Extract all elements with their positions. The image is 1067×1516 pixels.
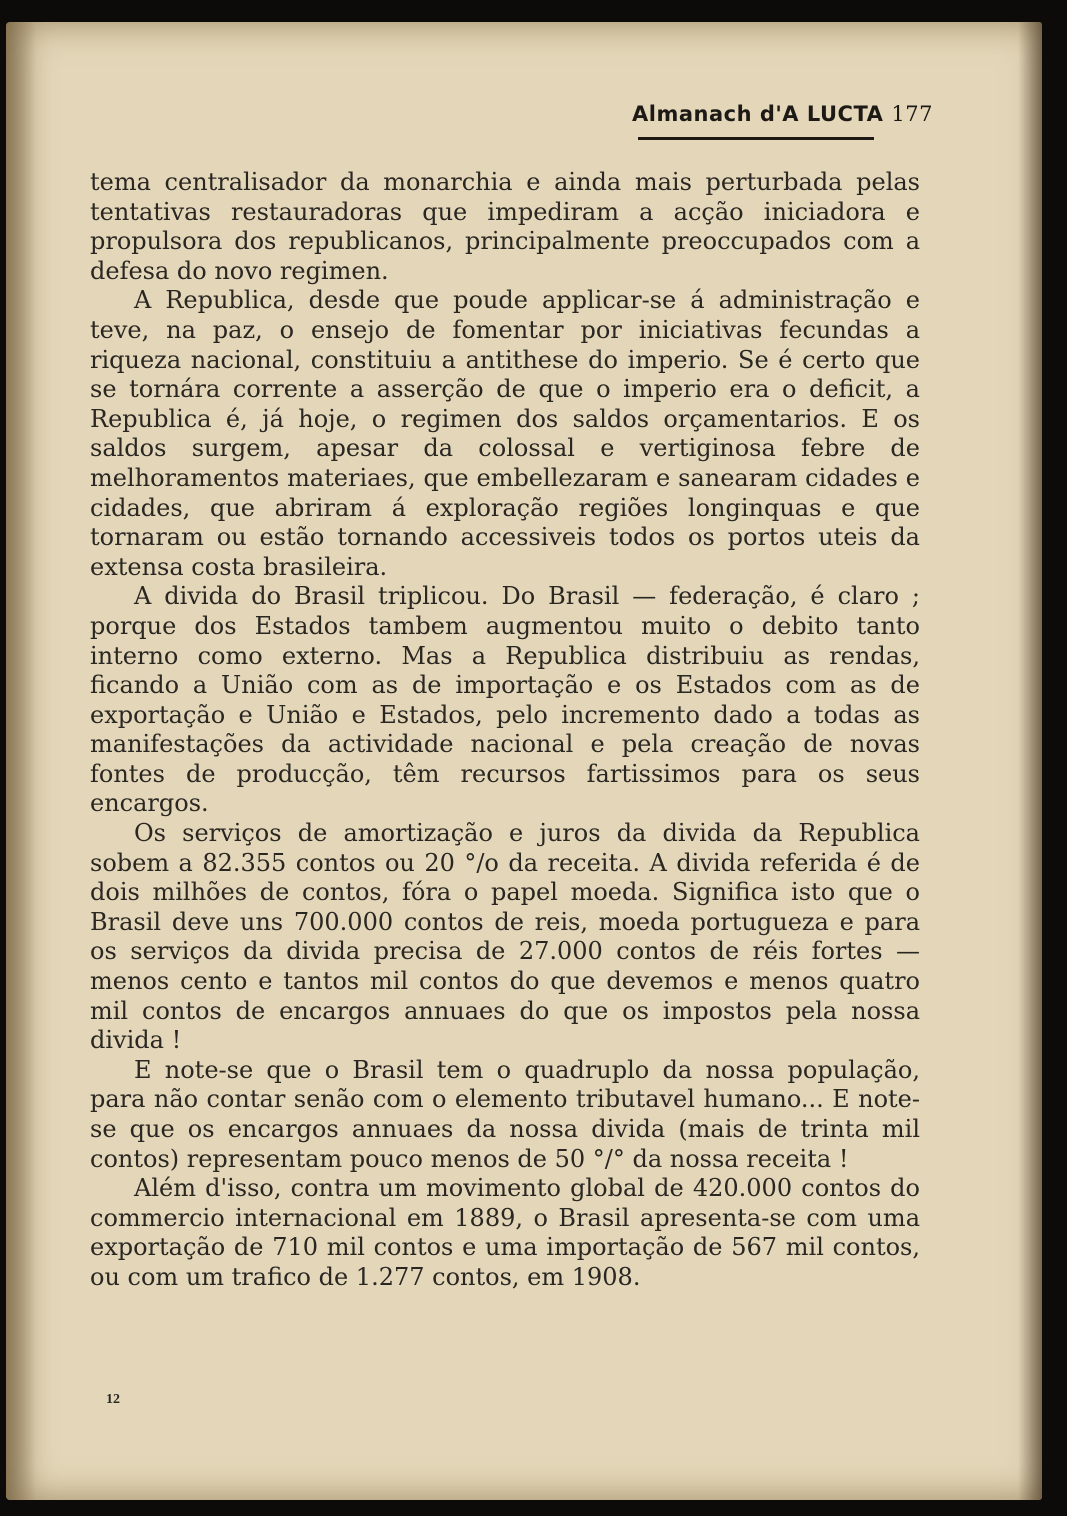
- paragraph: tema centralisador da monarchia e ainda mais perturbada pelas tentativas restauradoras que impediram a acção iniciadora e propulsora dos republicanos, principalmente preoccupados com a defesa do novo regimen.: [90, 168, 920, 285]
- running-header: [632, 102, 933, 126]
- body-text: [90, 168, 920, 1293]
- page-number: 177: [891, 102, 933, 126]
- paragraph: A Republica, desde que poude applicar-se á administração e teve, na paz, o ensejo de fomentar por iniciativas fecundas a riqueza nacional, constituiu a antithese do imperio. Se é certo que se tornára corrente a asserção de que o imperio era o deficit, a Republica é, já hoje, o regimen dos saldos orçamentarios. E os saldos surgem, apesar da colossal e vertiginosa febre de melhoramentos materiaes, que embellezaram e sanearam cidades e cidades, que abriram á exploração regiões longinquas e que tornaram ou estão tornando accessiveis todos os portos uteis da extensa costa brasileira.: [90, 286, 920, 581]
- paragraph: A divida do Brasil triplicou. Do Brasil — federação, é claro ; porque dos Estados tambem augmentou muito o debito tanto interno como externo. Mas a Republica distribuiu as rendas, ficando a União com as de importação e os Estados com as de exportação e União e Estados, pelo incremento dado a todas as manifestações da actividade nacional e pela creação de novas fontes de producção, têm recursos fartissimos para os seus encargos.: [90, 582, 920, 818]
- signature-mark: 12: [106, 1392, 120, 1407]
- header-title: Almanach d'A LUCTA: [632, 102, 884, 126]
- paragraph: Os serviços de amortização e juros da divida da Republica sobem a 82.355 contos ou 20 °/o da receita. A divida referida é de dois milhões de contos, fóra o papel moeda. Significa isto que o Brasil deve uns 700.000 contos de reis, moeda portugueza e para os serviços da divida precisa de 27.000 contos de réis fortes — menos cento e tantos mil contos do que devemos e menos quatro mil contos de encargos annuaes do que os impostos pela nossa divida !: [90, 819, 920, 1055]
- paragraph: Além d'isso, contra um movimento global de 420.000 contos do commercio internacional em 1889, o Brasil apresenta-se com uma exportação de 710 mil contos e uma importação de 567 mil contos, ou com um trafico de 1.277 contos, em 1908.: [90, 1174, 920, 1291]
- header-rule: [638, 137, 874, 140]
- paragraph: E note-se que o Brasil tem o quadruplo da nossa população, para não contar senão com o elemento tributavel humano... E note-se que os encargos annuaes da nossa divida (mais de trinta mil contos) representam pouco menos de 50 °/° da nossa receita !: [90, 1055, 920, 1173]
- book-page: [6, 22, 1042, 1500]
